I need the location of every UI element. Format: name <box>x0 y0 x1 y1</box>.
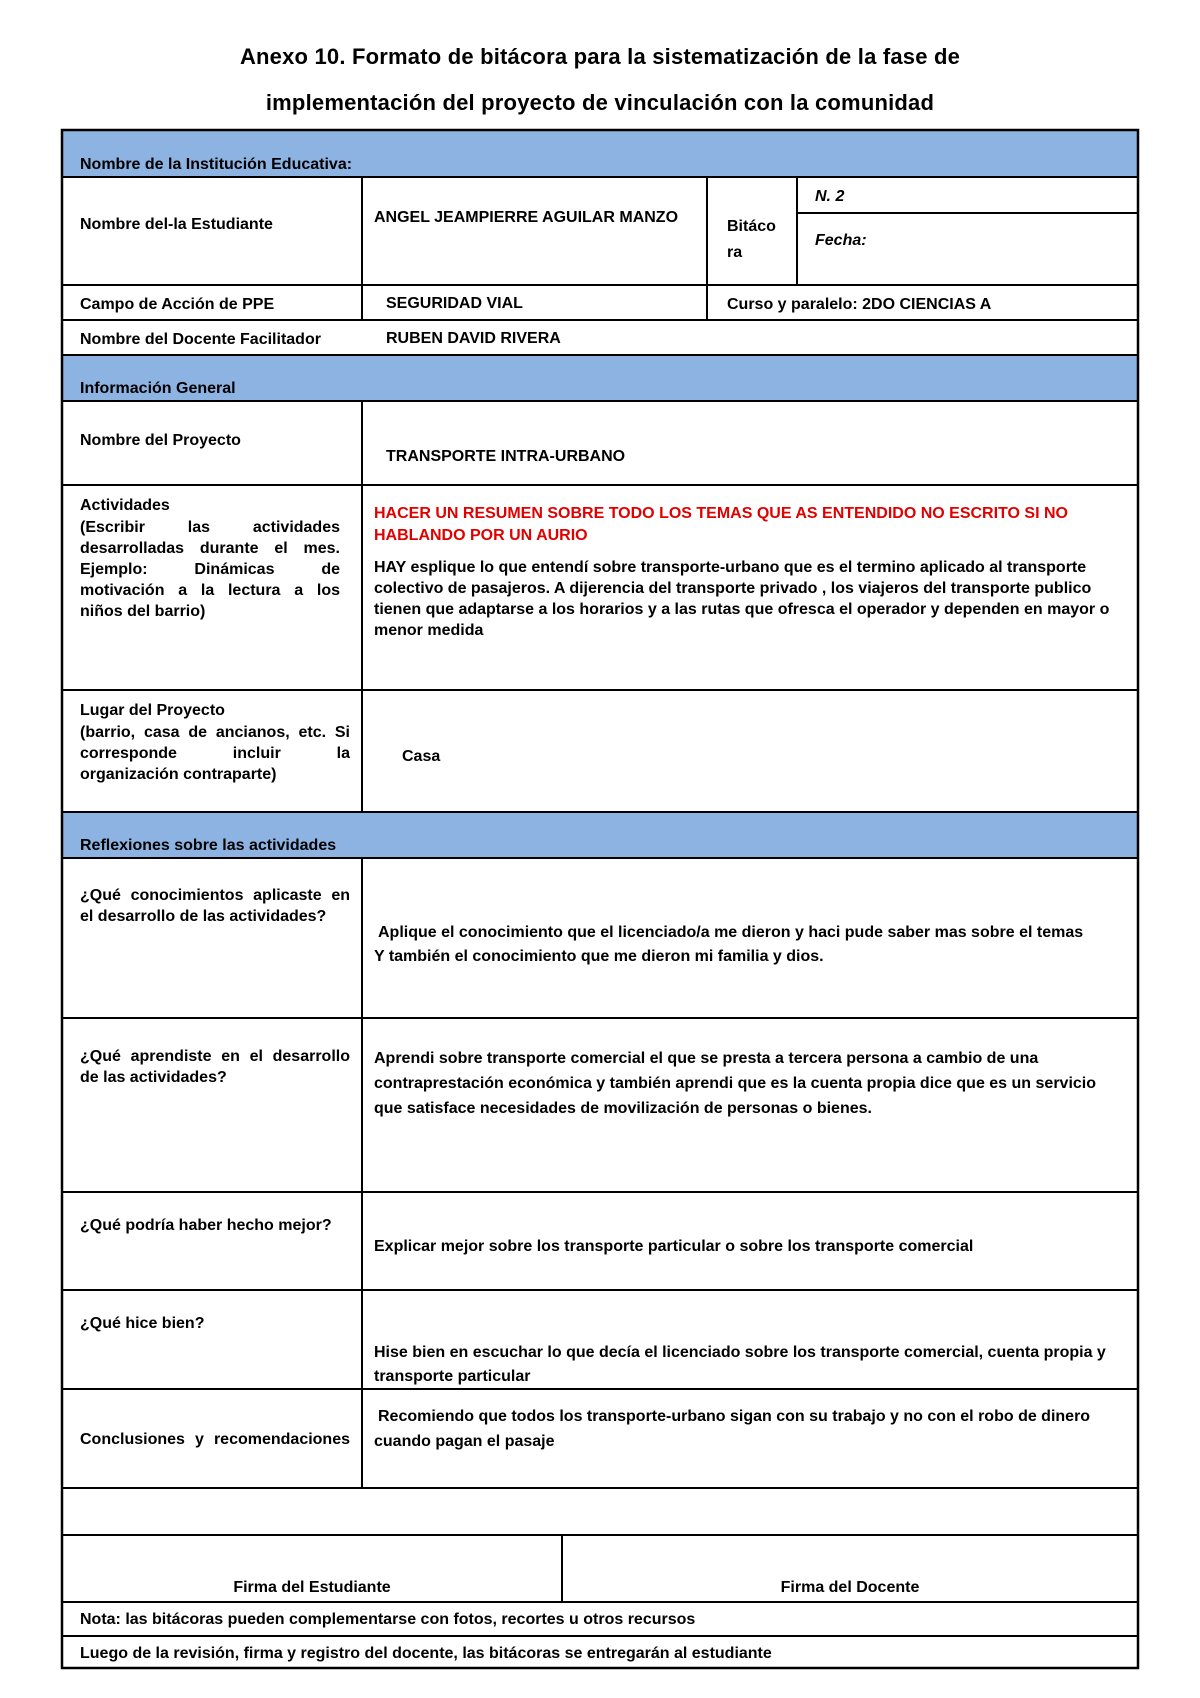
q1-label <box>62 858 362 1018</box>
blank-row <box>62 1488 1138 1535</box>
a1-value <box>362 858 1138 1018</box>
reflections-title: Reflexiones sobre las actividades <box>80 837 337 854</box>
fecha-field <box>797 213 1138 285</box>
document-title-line-2: implementación del proyecto de vinculación con la comunidad <box>265 90 935 115</box>
general-info-band <box>62 355 1138 401</box>
title-part-b: sistematización de la fase de <box>645 44 961 69</box>
bitacora-number-text: N. 2 <box>815 188 845 205</box>
student-name-text: ANGEL JEAMPIERRE AGUILAR MANZO <box>374 209 679 226</box>
note-row <box>62 1602 1138 1636</box>
q2-label <box>62 1018 362 1192</box>
fecha-label-text: Fecha: <box>815 232 867 249</box>
student-name <box>362 177 707 285</box>
a5-value <box>362 1389 1138 1488</box>
lugar-value-text: Casa <box>402 748 441 765</box>
actividades-label <box>62 485 362 690</box>
student-label <box>62 177 362 285</box>
a1-line-1: Aplique el conocimiento que el licenciado/a me dieron y haci pude saber mas sobre el temas <box>378 924 1084 941</box>
q4-label <box>62 1290 362 1389</box>
a2-text: Aprendi sobre transporte comercial el que se presta a tercera persona a cambio de una contraprestación económica y también aprendi que es la cuenta propia dice que es un servicio que satisface necesidades de movilización de personas o bienes. <box>374 1050 1096 1117</box>
bitacora-label <box>707 177 797 285</box>
campo-label-text: Campo de Acción de PPE <box>80 296 275 313</box>
document-title-line-1 <box>60 44 1140 70</box>
note-text: Nota: las bitácoras pueden complementarse con fotos, recortes u otros recursos <box>80 1611 696 1628</box>
revision-row <box>62 1636 1138 1668</box>
lugar-value <box>362 690 1138 812</box>
a3-value <box>362 1192 1138 1290</box>
lugar-hint: (barrio, casa de ancianos, etc. Si corresponde incluir la organización contraparte) <box>80 724 350 783</box>
curso-text: Curso y paralelo: 2DO CIENCIAS A <box>727 296 992 313</box>
teacher-signature-label: Firma del Docente <box>780 1579 920 1596</box>
bitacora-label-part-2: ra <box>727 244 743 261</box>
q3-text: ¿Qué podría haber hecho mejor? <box>80 1217 332 1234</box>
a4-text: Hise bien en escuchar lo que decía el licenciado sobre los transporte comercial, cuenta propia y transporte particular <box>374 1344 1106 1385</box>
a1-line-2: Y también el conocimiento que me dieron mi familia y dios. <box>374 948 824 965</box>
actividades-text: HAY esplique lo que entendí sobre transporte-urbano que es el termino aplicado al transporte colectivo de pasajeros. A dijerencia del transporte privado , los viajeros del transporte publico tienen que adaptarse a los horarios y a las rutas que ofresca el operador y dependen en mayor o menor medida <box>374 559 1110 639</box>
docente-label <box>62 320 362 355</box>
q3-label <box>62 1192 362 1290</box>
reflections-band <box>62 812 1138 858</box>
proyecto-label <box>62 401 362 485</box>
q5-text: Conclusiones y recomendaciones <box>80 1431 350 1448</box>
q1-text: ¿Qué conocimientos aplicaste en el desarrollo de las actividades? <box>80 887 350 925</box>
institution-band <box>62 130 1138 177</box>
title-part-a: Anexo 10. Formato de bitácora para la <box>239 44 646 69</box>
student-label-text: Nombre del-la Estudiante <box>80 216 273 233</box>
actividades-value <box>362 485 1138 690</box>
teacher-signature[interactable] <box>562 1535 1138 1602</box>
campo-value-text: SEGURIDAD VIAL <box>386 295 523 312</box>
student-signature[interactable] <box>62 1535 562 1602</box>
campo-label <box>62 285 362 320</box>
student-signature-label: Firma del Estudiante <box>233 1579 391 1596</box>
lugar-title: Lugar del Proyecto <box>80 702 225 719</box>
campo-value <box>362 285 707 320</box>
a3-text: Explicar mejor sobre los transporte particular o sobre los transporte comercial <box>374 1238 974 1255</box>
q5-label <box>62 1389 362 1488</box>
proyecto-value-text: TRANSPORTE INTRA-URBANO <box>386 448 626 465</box>
general-info-title: Información General <box>80 380 236 397</box>
q2-text: ¿Qué aprendiste en el desarrollo de las actividades? <box>80 1048 350 1086</box>
curso-field <box>707 285 1138 320</box>
a2-value <box>362 1018 1138 1192</box>
docente-value-text: RUBEN DAVID RIVERA <box>386 330 561 347</box>
proyecto-value <box>362 401 1138 485</box>
lugar-label <box>62 690 362 812</box>
q4-text: ¿Qué hice bien? <box>80 1315 205 1332</box>
proyecto-label-text: Nombre del Proyecto <box>80 432 241 449</box>
actividades-hint: (Escribir las actividades desarrolladas durante el mes. Ejemplo: Dinámicas de motivación a la lectura a los niños del barrio) <box>80 519 340 620</box>
a5-text: Recomiendo que todos los transporte-urbano sigan con su trabajo y no con el robo de dinero cuando pagan el pasaje <box>374 1408 1091 1450</box>
bitacora-label-part-1: Bitáco <box>727 218 776 235</box>
bitacora-number <box>797 177 1138 213</box>
actividades-instruction: HACER UN RESUMEN SOBRE TODO LOS TEMAS QUE AS ENTENDIDO NO ESCRITO SI NO HABLANDO POR UN AURIO <box>374 505 1068 544</box>
revision-text: Luego de la revisión, firma y registro del docente, las bitácoras se entregarán al estudiante <box>80 1645 772 1662</box>
docente-label-text: Nombre del Docente Facilitador <box>80 331 321 348</box>
institution-label: Nombre de la Institución Educativa: <box>80 156 353 173</box>
docente-value <box>362 320 1138 355</box>
a4-value <box>362 1290 1138 1389</box>
actividades-title: Actividades <box>80 497 170 514</box>
